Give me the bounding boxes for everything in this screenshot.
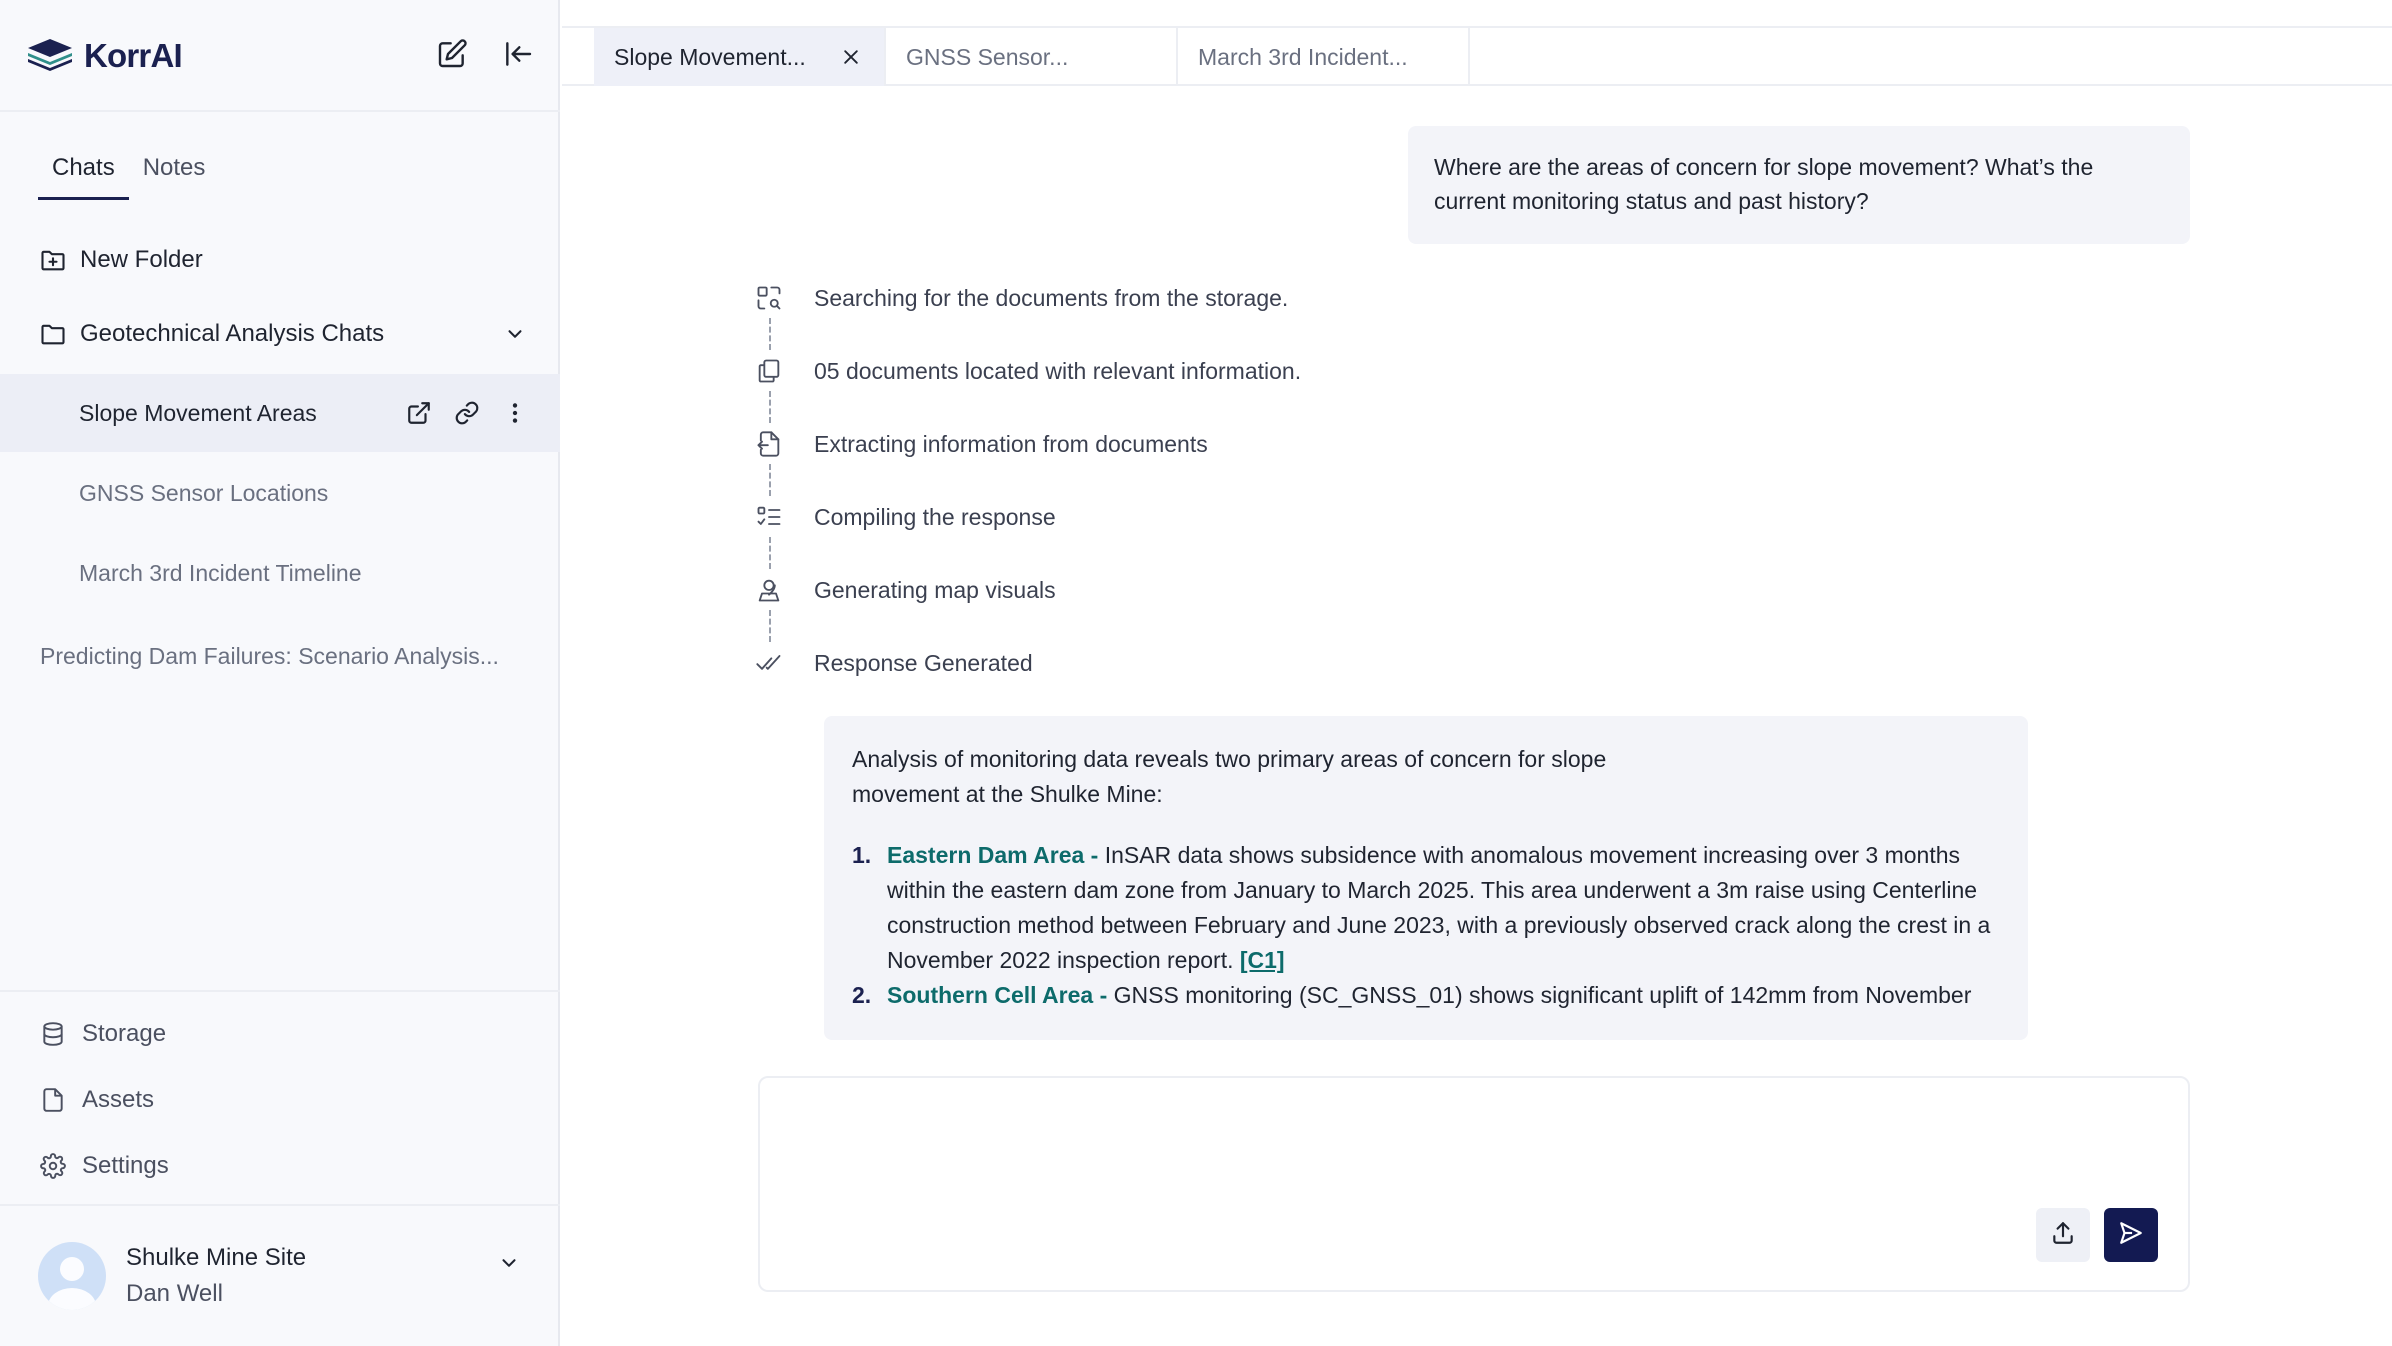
sidebar-divider [0,990,560,992]
sidebar [0,0,560,1346]
sidebar-divider [0,110,560,112]
brand-logo[interactable] [26,34,182,78]
list-check-icon [752,500,786,534]
progress-step [752,643,1452,683]
nav-label: Settings [82,1152,169,1179]
sidebar-tabs [38,150,219,200]
step-connector [769,610,771,642]
documents-copy-icon [752,354,786,388]
chat-item-dam-failures[interactable] [0,636,560,676]
close-icon[interactable] [834,40,868,74]
nav-label: Assets [82,1086,155,1113]
step-connector [769,391,771,423]
new-folder-label: New Folder [80,246,203,273]
doc-tab-slope-movement[interactable] [594,28,886,86]
avatar [38,1242,106,1310]
new-folder-button[interactable] [0,238,560,282]
step-text: Extracting information from documents [814,430,1208,457]
folder-label: Geotechnical Analysis Chats [80,320,385,347]
list-number: 2. [852,982,872,1008]
doc-tab-label: Slope Movement... [614,43,806,70]
doc-tab-gnss-sensor[interactable] [886,28,1178,86]
chat-item-label: Slope Movement Areas [79,399,317,426]
collapse-left-icon [502,38,534,75]
open-external-icon[interactable] [402,396,436,430]
answer-list-item [852,978,2000,1013]
nav-label: Storage [82,1020,167,1047]
step-connector [769,464,771,496]
chat-item-slope-movement[interactable] [0,374,560,452]
scan-search-icon [752,281,786,315]
nav-assets[interactable] [0,1078,560,1122]
file-icon [38,1085,68,1115]
map-pin-icon [752,573,786,607]
chat-item-label: Predicting Dam Failures: Scenario Analysis... [40,642,499,669]
step-text: Response Generated [814,649,1033,676]
area-body: InSAR data shows subsidence with anomalous movement increasing over 3 months within the eastern dam zone from January to March 2025. This area underwent a 3m raise using Centerline construction method between February and June 2023, with a previously observed crack along the crest in a November 2022 inspection report. [887,842,1991,973]
assistant-answer [824,716,2028,1040]
progress-step [752,278,1452,318]
doc-tab-march-incident[interactable] [1178,28,1470,86]
message-composer [758,1076,2190,1292]
send-button[interactable] [2104,1208,2158,1262]
file-extract-icon [752,427,786,461]
send-icon [2118,1220,2144,1251]
step-connector [769,537,771,569]
answer-list [852,838,2000,1013]
more-vertical-icon[interactable] [498,396,532,430]
layers-logo-icon [26,37,74,76]
progress-step [752,497,1452,537]
chat-item-label: March 3rd Incident Timeline [79,559,362,586]
area-title: Southern Cell Area - [887,982,1108,1008]
progress-step [752,570,1452,610]
progress-step [752,424,1452,464]
step-connector [769,318,771,350]
upload-icon [2050,1220,2076,1251]
gear-icon [38,1151,68,1181]
doc-tab-label: March 3rd Incident... [1198,43,1408,70]
step-text: Compiling the response [814,503,1056,530]
step-text: Generating map visuals [814,576,1056,603]
database-icon [38,1019,68,1049]
step-text: Searching for the documents from the storage. [814,284,1289,311]
step-text: 05 documents located with relevant information. [814,357,1302,384]
answer-list-item [852,838,2000,978]
collapse-sidebar-button[interactable] [498,36,538,76]
new-chat-button[interactable] [432,36,472,76]
area-title: Eastern Dam Area [887,842,1085,868]
chat-item-label: GNSS Sensor Locations [79,479,329,506]
message-input[interactable] [780,1098,2160,1208]
nav-settings[interactable] [0,1144,560,1188]
citation-link[interactable]: [C1] [1239,947,1285,973]
chat-item-march-incident[interactable] [0,534,560,612]
document-tabbar [562,26,2392,86]
progress-step [752,351,1452,391]
answer-intro: Analysis of monitoring data reveals two primary areas of concern for slope movement at the Shulke Mine: [852,746,1607,807]
area-body: GNSS monitoring (SC_GNSS_01) shows significant uplift of 142mm from November [1113,982,1972,1008]
edit-icon [436,38,468,75]
user-message: Where are the areas of concern for slope movement? What’s the current monitoring status and past history? [1408,126,2190,244]
profile-user-name: Dan Well [126,1280,223,1307]
folder-icon [38,319,68,349]
link-icon[interactable] [450,396,484,430]
upload-button[interactable] [2036,1208,2090,1262]
tab-notes[interactable]: Notes [142,154,206,181]
brand-name: KorrAI [84,37,182,74]
list-number: 1. [852,842,872,868]
folder-plus-icon [38,245,68,275]
profile-switcher[interactable] [0,1204,560,1346]
tab-chats[interactable]: Chats [38,150,129,200]
chat-item-gnss-sensor[interactable] [0,454,560,532]
chat-item-actions [402,374,532,452]
nav-storage[interactable] [0,1012,560,1056]
doc-tab-label: GNSS Sensor... [906,43,1069,70]
chevron-down-icon[interactable] [492,1246,526,1280]
chevron-down-icon[interactable] [498,317,532,351]
folder-geotechnical-analysis[interactable] [0,312,560,356]
profile-site-name: Shulke Mine Site [126,1244,307,1271]
area-separator: - [1084,842,1105,868]
double-check-icon [752,646,786,680]
